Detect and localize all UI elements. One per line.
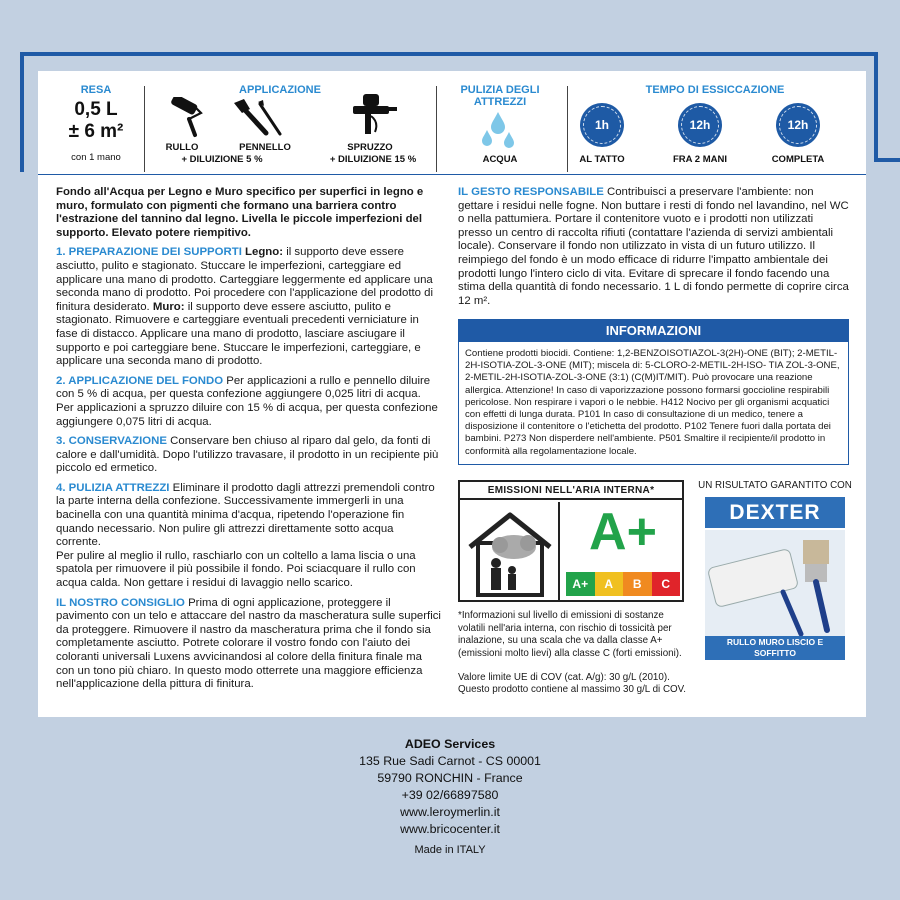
frame-line-left <box>20 52 24 172</box>
resa-coverage: ± 6 m² <box>68 121 124 142</box>
header-divider <box>144 86 145 172</box>
section-title: 3. CONSERVAZIONE <box>56 435 167 448</box>
emissioni-house-panel <box>460 502 560 600</box>
section-title: 4. PULIZIA ATTREZZI <box>56 481 170 494</box>
emissioni-title: EMISSIONI NELL'ARIA INTERNA* <box>460 482 682 500</box>
header-divider <box>436 86 437 172</box>
house-family-icon <box>462 503 558 599</box>
acqua-label: ACQUA <box>482 154 518 165</box>
section-conservazione <box>56 435 441 476</box>
emissioni-note: *Informazioni sul livello di emissioni di sostanze volatili nell'aria interna, con rischio di tossicità per inalazione, su una scala che va dalla classe A+ (emissioni molto lievi) alla classe C (forti emissioni). <box>458 610 682 659</box>
section-title: 2. APPLICAZIONE DEL FONDO <box>56 374 224 387</box>
scale-b: B <box>623 572 652 596</box>
section-pulizia <box>56 482 441 550</box>
scale-a: A <box>595 572 624 596</box>
muro-text: il supporto deve essere asciutto, pulito e stagionato. Rimuovere e carteggiare eventuali precedenti verniciature in fase di distacco. Applicare una mano di prodotto, lasciare asciugare il supporto e poi carteggiare bene. Stuccare le imperfezioni, carteggiare, e applicare una seconda mano di prodotto. <box>56 300 421 368</box>
cov-line-1: Valore limite UE di COV (cat. A/g): 30 g/L (2010). <box>458 672 670 683</box>
spruzzo-label: SPRUZZO <box>347 142 393 153</box>
left-column <box>56 186 441 698</box>
gesto-paragraph <box>458 186 849 308</box>
fra-2-mani-label: FRA 2 MANI <box>672 154 727 165</box>
pulizia-title-1: PULIZIA DEGLI <box>460 84 540 96</box>
dexter-band <box>705 636 845 669</box>
dexter-band-line-1: RULLO MURO LISCIO E SOFFITTO <box>726 637 824 658</box>
section-title: IL GESTO RESPONSABILE <box>458 186 604 198</box>
dexter-logo: DEXTER <box>705 497 845 528</box>
section-title: 1. PREPARAZIONE DEI SUPPORTI <box>56 246 242 259</box>
section-preparazione <box>56 246 441 368</box>
footer-web-1: www.leroymerlin.it <box>400 805 500 819</box>
footer-address-1: 135 Rue Sadi Carnot - CS 00001 <box>359 754 541 768</box>
frame-line-right <box>874 52 878 162</box>
section-text: Per applicazioni a rullo e pennello diluire con 5 % di acqua, per questa confezione aggiungere 0,025 litri di acqua. Per applicazioni a spruzzo diluire con 15 % di acqua, per questa confezione aggiungere 0,075 litri di acqua. <box>56 374 438 428</box>
section-applicazione <box>56 375 441 429</box>
emissioni-box <box>458 480 684 602</box>
footer-phone: +39 02/66897580 <box>401 788 499 802</box>
intro-text: Fondo all'Acqua per Legno e Muro specifico per superfici in legno e muro, formulato con pigmenti che formano una barriera contro l'estrazione del tannino dal legno. Livella le piccole imperfezioni del supporto. Elevato potere riempitivo. <box>56 186 424 239</box>
rullo-label: RULLO <box>165 142 199 153</box>
cov-line-2: Questo prodotto contiene al massimo 30 g/L di COV. <box>458 684 686 695</box>
resa-note: con 1 mano <box>71 152 121 163</box>
section-pulizia-rullo: Per pulire al meglio il rullo, raschiarlo con un coltello a lama liscia o una spatola per rimuovere il più possibile il fondo. Poi sciacquare il rullo con acqua calda. Non gettare i residui di lavaggio nello scarico. <box>56 549 416 590</box>
clock-1h-icon: 1h <box>580 103 624 147</box>
header-rule <box>38 174 866 175</box>
section-text: Eliminare il prodotto dagli attrezzi premendoli contro la parte interna della confezione. Successivamente immergerli in una bacinella con una quantità minima d'acqua, ripetendo l'operazione fin quando necessario. Non pulire gli attrezzi direttamente sotto acqua corrente. <box>56 481 435 549</box>
diluizione-15-label: + DILUIZIONE 15 % <box>329 154 417 165</box>
frame-line-top <box>20 52 878 56</box>
informazioni-box <box>458 319 849 465</box>
clock-12h-icon: 12h <box>776 103 820 147</box>
resa-amount: 0,5 L <box>74 99 118 120</box>
water-drops-icon <box>478 110 518 150</box>
tempo-title: TEMPO DI ESSICCAZIONE <box>645 84 785 96</box>
footer-web-2: www.bricocenter.it <box>400 822 500 836</box>
diluizione-5-label: + DILUIZIONE 5 % <box>181 154 263 165</box>
applicazione-title: APPLICAZIONE <box>239 84 321 96</box>
section-consiglio <box>56 597 441 692</box>
informazioni-title: INFORMAZIONI <box>459 320 848 342</box>
gesto-text: Contribuisci a preservare l'ambiente: non gettare i residui nelle fogne. Non buttare i resti di fondo nel lavandino, nel WC o nella pattumiera. Portare il contenitore vuoto e i prodotti non utilizzati presso un centro di raccolta rifiuti (contattare l'azienda di servizi ambientali locale). Conservare il fondo non utilizzato in vista di un futuro utilizzo. Il reimpiego del fondo è un modo efficace di ridurre l'impatto ambientale dei prodotti lungo l'intero ciclo di vita. Evitare di sprecare il fondo facendo una stima della quantità di fondo necessario. 1 L di fondo permette di coprire circa 12 m². <box>458 186 849 307</box>
footer-made: Made in ITALY <box>414 844 486 856</box>
pennello-label: PENNELLO <box>239 142 291 153</box>
emissioni-class: A+ <box>589 503 657 561</box>
informazioni-text: Contiene prodotti biocidi. Contiene: 1,2-BENZOISOTIAZOL-3(2H)-ONE (BIT); 2-METIL-2H-ISOTIA-ZOL-3-ONE (MIT); miscela di: 5-CLORO-2-METIL-2H-ISO- TIA ZOL-3-ONE, 2-METIL-2H-ISOTIA-ZOL-3-ONE (3:1) (C(M)IT/MIT). Può provocare una reazione allergica. Attenzione! In caso di vaporizzazione possono formarsi goccioline respirabili pericolose. Non respirare i vapori o le nebbie. H412 Nocivo per gli organismi acquatici con effetti di lunga durata. P101 In caso di consultazione di un medico, tenere a disposizione il contenitore o l'etichetta del prodotto. P102 Tenere fuori dalla portata dei bambini. P273 Non disperdere nell'ambiente. P501 Smaltire il recipiente/il prodotto in conformità alla regolamentazione locale. <box>465 348 840 457</box>
emissioni-scale <box>566 572 680 596</box>
legno-label: Legno: <box>245 246 284 259</box>
scale-c: C <box>652 572 681 596</box>
clock-12h-icon: 12h <box>678 103 722 147</box>
section-title: IL NOSTRO CONSIGLIO <box>56 596 185 609</box>
legno-text: il supporto deve essere asciutto, pulito e stagionato. Stuccare le imperfezioni, carteggiare ed applicare una mano di prodotto. Carteggiare leggermente ed applicare una seconda mano di prodotto. Poi procedere con l'applicazione del prodotto di finitura desiderato. <box>56 246 434 313</box>
dexter-tag: UN RISULTATO GARANTITO CON <box>698 480 852 491</box>
footer-company: ADEO Services <box>404 737 496 751</box>
dexter-band-line-2: PENNELLO UNIVERSALE <box>723 659 827 669</box>
resa-title: RESA <box>80 84 112 96</box>
muro-label: Muro: <box>152 300 185 313</box>
spray-gun-icon <box>345 92 401 140</box>
al-tatto-label: AL TATTO <box>579 154 625 165</box>
footer-address-2: 59790 RONCHIN - France <box>377 771 523 785</box>
section-text: Conservare ben chiuso al riparo dal gelo, da fonti di calore e dall'umidità. Dopo l'utilizzo travasare, il prodotto in un recipiente più piccolo ed ermetico. <box>56 435 439 475</box>
frame-line-right-step <box>874 158 900 162</box>
gesto-responsabile <box>458 186 849 314</box>
pulizia-title-2: ATTREZZI <box>473 96 527 108</box>
roller-icon <box>165 97 207 139</box>
section-text: Prima di ogni applicazione, proteggere il pavimento con un telo e attaccare del nastro da mascheratura sulle superfici da proteggere. Rimuovere il nastro da mascheratura prima che il fondo sia completamente asciutto. Potrete colorare il vostro fondo con l'aiuto dei coloranti universali Luxens avvicinandosi al colore della finitura finale ma con un tono più chiaro. In questo modo otterrete una maggiore efficienza nell'applicazione della pittura di finitura. <box>56 596 441 691</box>
scale-a-plus: A+ <box>566 572 595 596</box>
completa-label: COMPLETA <box>771 154 825 165</box>
detail-brush-icon <box>256 100 286 140</box>
